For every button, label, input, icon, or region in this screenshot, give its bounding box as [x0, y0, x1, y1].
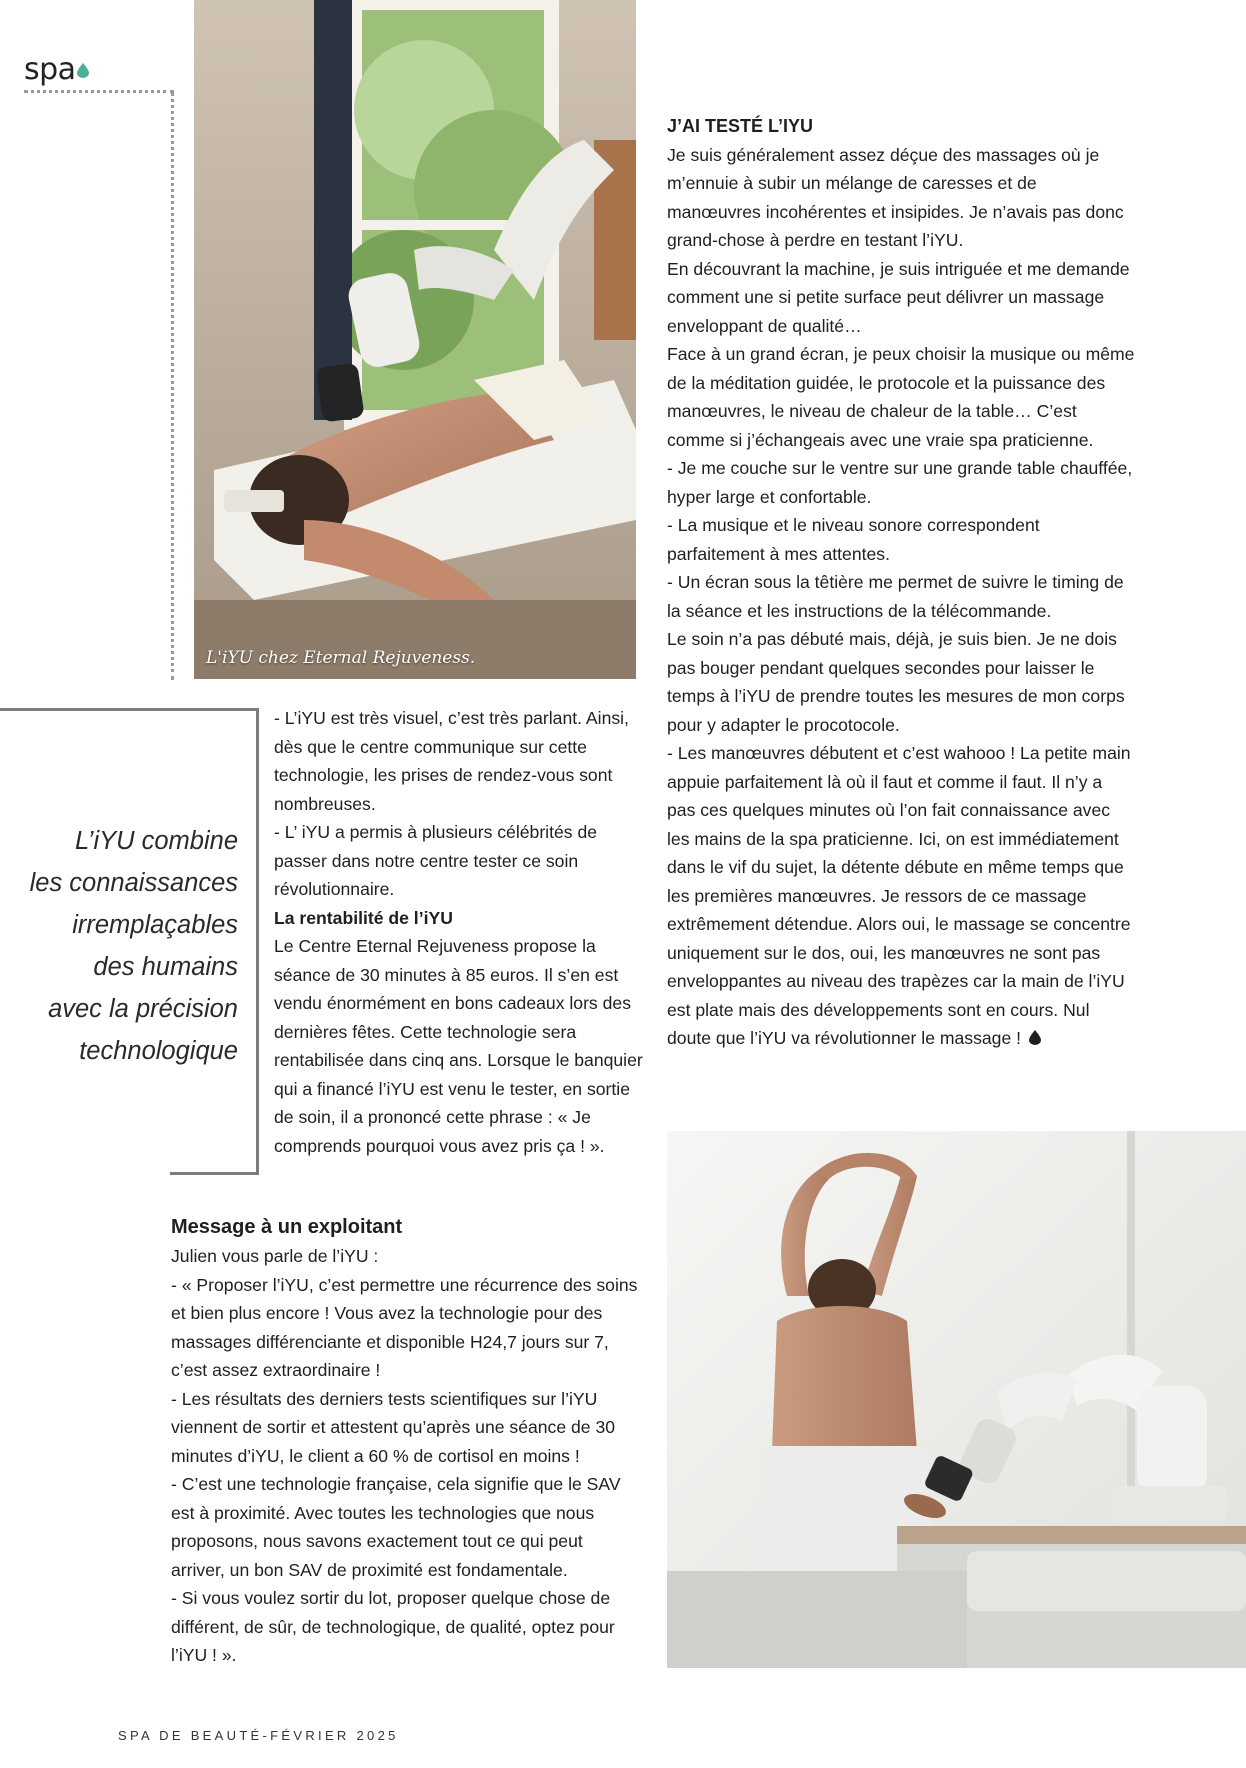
paragraph: Je suis généralement assez déçue des massages où je m’ennuie à subir un mélange de caresses et de manœuvres incohérentes et insipides. Je n’avais pas donc grand-chose à perdre en testant l’iYU.	[667, 144, 1124, 250]
pull-quote-line: L’iYU combine	[75, 827, 238, 855]
paragraph: - La musique et le niveau sonore correspondent parfaitement à mes attentes.	[667, 515, 1040, 564]
pull-quote-line: les connaissances	[29, 869, 238, 897]
paragraph: Le Centre Eternal Rejuveness propose la séance de 30 minutes à 85 euros. Il s’en est vendu énormément en bons cadeaux lors des dernières fêtes. Cette technologie sera rentabilisée dans cinq ans. Lorsque le banquier qui a financé l’iYU est venu le tester, en sortie de soin, il a prononcé cette phrase : « Je comprends pourquoi vous avez pris ça ! ».	[274, 936, 643, 1156]
photo-caption: L'iYU chez Eternal Rejuveness.	[206, 648, 476, 668]
paragraph: - « Proposer l’iYU, c’est permettre une récurrence des soins et bien plus encore ! Vous avez la technologie pour des massages différenciante et disponible H24,7 jours sur 7, c’est assez extraordinaire !	[171, 1274, 638, 1380]
page-footer: SPA DE BEAUTÉ-FÉVRIER 2025	[118, 1728, 399, 1743]
pull-quote	[20, 820, 238, 1072]
pull-quote-line: des humains	[93, 953, 238, 981]
section-heading: La rentabilité de l’iYU	[274, 907, 453, 928]
paragraph: - Si vous voulez sortir du lot, proposer quelque chose de différent, de sûr, de technologique, de qualité, optez pour l’iYU ! ».	[171, 1588, 615, 1665]
paragraph: - Un écran sous la têtière me permet de suivre le timing de la séance et les instructions de la télécommande.	[667, 572, 1124, 621]
end-drop-icon	[1029, 1030, 1041, 1045]
paragraph-final: - Les manœuvres débutent et c’est wahooo ! La petite main appuie parfaitement là où il faut et comme il faut. Il n’y a pas ces quelques minutes où l’on fait connaissance avec les mains de la spa praticienne. Ici, on est immédiatement dans le vif du sujet, la détente débute en même temps que les premières manœuvres. Je ressors de ce massage extrêmement détendue. Alors oui, le massage se concentre uniquement sur le dos, oui, les manœuvres ne sont pas enveloppantes au niveau des trapèzes car la main de l’iYU est plate mais des développements sont en cours. Nul doute que l’iYU va révolutionner le massage !	[667, 743, 1131, 1048]
article-column-bottom	[171, 1212, 641, 1670]
paragraph: Le soin n’a pas débuté mais, déjà, je suis bien. Je ne dois pas bouger pendant quelques secondes pour laisser le temps à l’iYU de prendre toutes les mesures de mon corps pour y adapter le procotocole.	[667, 629, 1125, 735]
article-column-middle	[274, 704, 646, 1160]
pull-quote-line: technologique	[79, 1037, 238, 1065]
photo-woman-robot	[667, 1131, 1246, 1668]
magazine-section-label: spa	[24, 52, 76, 87]
paragraph: - Les résultats des derniers tests scientifiques sur l’iYU viennent de sortir et attestent qu’après une séance de 30 minutes d’iYU, le client a 60 % de cortisol en moins !	[171, 1388, 616, 1466]
pull-quote-line: irremplaçables	[72, 911, 238, 939]
dotted-divider-horizontal	[24, 90, 174, 93]
section-heading: Message à un exploitant	[171, 1216, 403, 1238]
paragraph: - Je me couche sur le ventre sur une grande table chauffée, hyper large et confortable.	[667, 458, 1133, 507]
water-drop-icon	[77, 63, 89, 78]
paragraph: Face à un grand écran, je peux choisir la musique ou même de la méditation guidée, le protocole et la puissance des manœuvres, le niveau de chaleur de la table… C’est comme si j’échangeais avec une vraie spa praticienne.	[667, 344, 1135, 450]
dotted-divider-vertical	[171, 92, 174, 680]
photo-robot-massage	[194, 0, 636, 679]
section-title: J’AI TESTÉ L’IYU	[667, 116, 814, 136]
paragraph: Julien vous parle de l’iYU :	[171, 1246, 379, 1266]
paragraph: En découvrant la machine, je suis intriguée et me demande comment une si petite surface peut délivrer un massage enveloppant de qualité…	[667, 258, 1130, 336]
article-column-right	[667, 112, 1135, 1053]
pull-quote-line: avec la précision	[48, 995, 238, 1023]
paragraph: - L’iYU est très visuel, c’est très parlant. Ainsi, dès que le centre communique sur cette technologie, les prises de rendez-vous sont nombreuses.	[274, 708, 629, 814]
paragraph: - L’ iYU a permis à plusieurs célébrités de passer dans notre centre tester ce soin révolutionnaire.	[274, 822, 598, 899]
paragraph: - C’est une technologie française, cela signifie que le SAV est à proximité. Avec toutes les technologies que nous proposons, nous savons exactement tout ce qui peut arriver, un bon SAV de proximité est fondamentale.	[171, 1474, 621, 1580]
